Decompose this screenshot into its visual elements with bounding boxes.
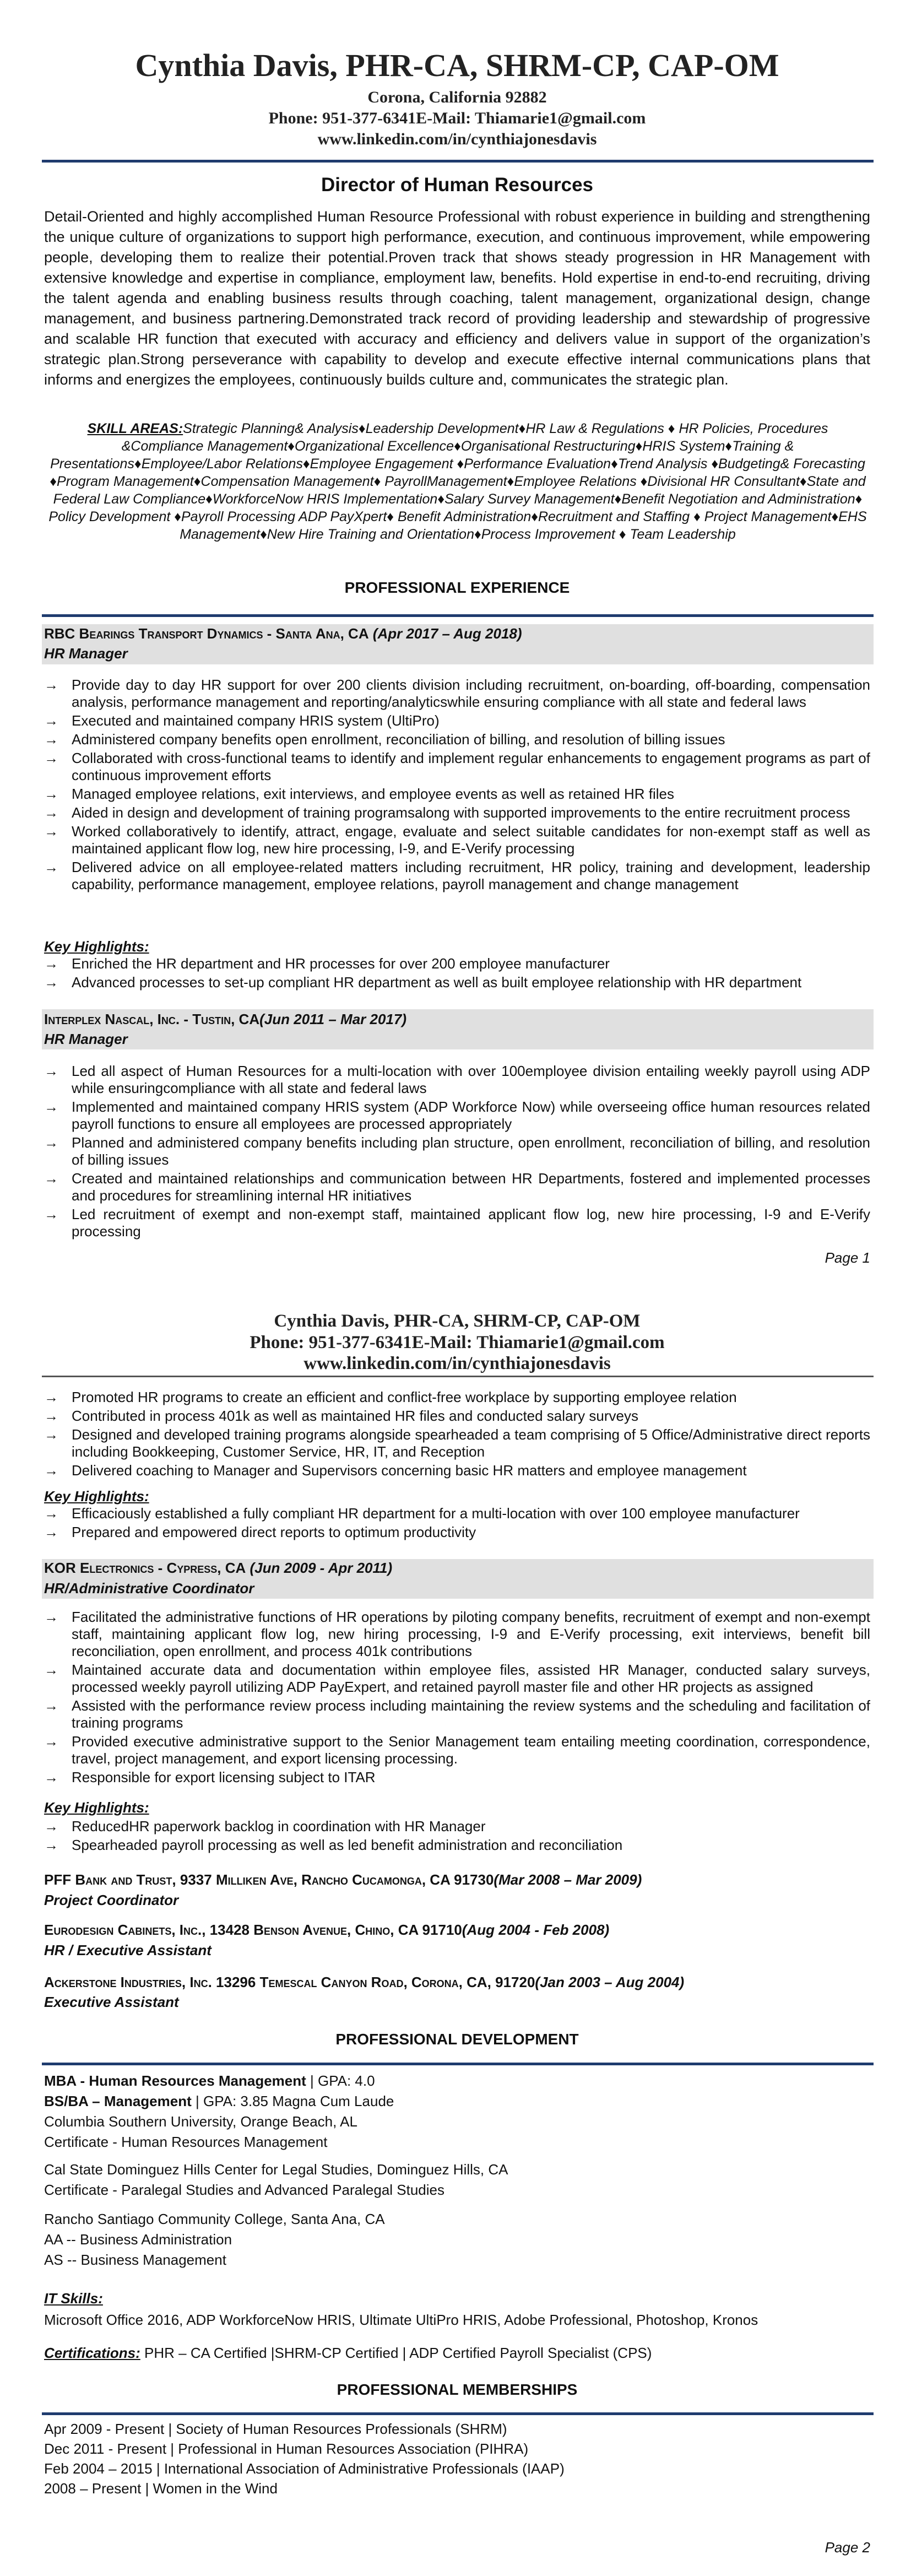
section-heading-memberships: PROFESSIONAL MEMBERSHIPS <box>337 2381 578 2398</box>
arrow-icon: → <box>44 1818 58 1834</box>
list-item: → Aided in design and development of training programsalong with supported improvements to the entire recruitment process <box>44 804 850 821</box>
phone-email: Phone: 951-377-6341E-Mail: Thiamarie1@gmail.com <box>250 1332 665 1352</box>
role: HR / Executive Assistant <box>44 1942 212 1958</box>
membership: Apr 2009 - Present | Society of Human Resources Professionals (SHRM) <box>44 2421 507 2437</box>
list-item: → Facilitated the administrative functions of HR operations by piloting company benefits, recruitment of exempt and non-exempt staff, maintaining applicant flow log, new hiring processing, I-9 and E-Verify processing, exit interviews, benefit bill reconciliation, open enrollment, and process 401k contributions <box>44 1609 870 1659</box>
arrow-icon: → <box>44 1063 58 1079</box>
job-bullets <box>44 1063 870 1242</box>
certificate: Certificate - Paralegal Studies and Advanced Paralegal Studies <box>44 2182 444 2198</box>
list-item: → Prepared and empowered direct reports to optimum productivity <box>44 1524 476 1540</box>
divider <box>42 160 874 163</box>
key-highlights-heading: Key Highlights: <box>44 938 149 955</box>
arrow-icon: → <box>44 974 58 991</box>
arrow-icon: → <box>44 1609 58 1625</box>
job-entry <box>44 1920 870 1961</box>
job-header <box>42 1559 874 1599</box>
it-skills-heading: IT Skills: <box>44 2290 103 2307</box>
company: RBC Bearings Transport Dynamics - Santa Ana, CA <box>44 625 369 642</box>
list-item: → Contributed in process 401k as well as maintained HR files and conducted salary surveys <box>44 1408 638 1424</box>
list-item: → Spearheaded payroll processing as well as led benefit administration and reconciliation <box>44 1837 623 1853</box>
contact-block <box>44 87 870 150</box>
divider <box>42 2063 874 2065</box>
arrow-icon: → <box>44 1733 58 1750</box>
arrow-icon: → <box>44 823 58 840</box>
arrow-icon: → <box>44 1662 58 1678</box>
list-item: → Led all aspect of Human Resources for a multi-location with over 100employee division entailing weekly payroll using ADP while ensuringcompliance with all state and federal laws <box>44 1063 870 1096</box>
list-item: → Planned and administered company benefits including plan structure, open enrollment, reconciliation of billing, and resolution of billing issues <box>44 1134 870 1168</box>
list-item: → Responsible for export licensing subject to ITAR <box>44 1769 376 1785</box>
job-title: Director of Human Resources <box>321 174 594 196</box>
arrow-icon: → <box>44 1837 58 1853</box>
arrow-icon: → <box>44 1098 58 1115</box>
list-item: → Enriched the HR department and HR processes for over 200 employee manufacturer <box>44 955 610 972</box>
dates: (Apr 2017 – Aug 2018) <box>368 625 522 642</box>
key-highlights <box>44 955 870 993</box>
list-item: → Assisted with the performance review process including maintaining the review systems and the scheduling and facilitation of training programs <box>44 1697 870 1731</box>
dates: (Mar 2008 – Mar 2009) <box>494 1871 642 1888</box>
memberships-list <box>44 2419 870 2498</box>
list-item: → Promoted HR programs to create an efficient and conflict-free workplace by supporting employee relation <box>44 1389 737 1405</box>
list-item: → Efficaciously established a fully compliant HR department for a multi-location with over 100 employee manufacturer <box>44 1505 800 1522</box>
job-header <box>42 1009 874 1049</box>
job-bullets <box>44 677 870 895</box>
list-item: → Created and maintained relationships and communication between HR Departments, fostered and implemented processes and procedures for streamlining internal HR initiatives <box>44 1170 870 1204</box>
key-highlights <box>44 1818 870 1855</box>
arrow-icon: → <box>44 1524 58 1540</box>
arrow-icon: → <box>44 1462 58 1479</box>
phone-email: Phone: 951-377-6341E-Mail: Thiamarie1@gmail.com <box>268 109 646 127</box>
list-item: → Delivered coaching to Manager and Supervisors concerning basic HR matters and employee management <box>44 1462 747 1479</box>
arrow-icon: → <box>44 1389 58 1405</box>
degree: AS -- Business Management <box>44 2252 226 2268</box>
candidate-name: Cynthia Davis, PHR-CA, SHRM-CP, CAP-OM <box>274 1311 641 1331</box>
arrow-icon: → <box>44 1170 58 1187</box>
key-highlights-heading: Key Highlights: <box>44 1488 149 1505</box>
list-item: → Collaborated with cross-functional teams to identify and implement regular enhancements to engagement programs as part of continuous improvement efforts <box>44 750 870 783</box>
skill-areas <box>47 420 868 543</box>
membership: Dec 2011 - Present | Professional in Human Resources Association (PIHRA) <box>44 2440 529 2457</box>
candidate-name: Cynthia Davis, PHR-CA, SHRM-CP, CAP-OM <box>135 47 779 83</box>
school: Cal State Dominguez Hills Center for Legal Studies, Dominguez Hills, CA <box>44 2161 508 2178</box>
key-highlights-heading: Key Highlights: <box>44 1799 149 1816</box>
list-item: → Advanced processes to set-up compliant HR department as well as built employee relationship with HR department <box>44 974 802 991</box>
arrow-icon: → <box>44 1206 58 1222</box>
arrow-icon: → <box>44 1505 58 1522</box>
arrow-icon: → <box>44 1408 58 1424</box>
page-number: Page 1 <box>825 1249 870 1266</box>
arrow-icon: → <box>44 955 58 972</box>
dates: (Aug 2004 - Feb 2008) <box>462 1922 610 1938</box>
company: Eurodesign Cabinets, Inc., 13428 Benson Avenue, Chino, CA 91710 <box>44 1922 462 1938</box>
skill-areas-text: Strategic Planning& Analysis♦Leadership Development♦HR Law & Regulations ♦ HR Policies, Procedures &Compliance Management♦Organizational Excellence♦Organisational Restructuring♦HRIS System♦Training & Presentations♦Employee/Labor Relations♦Employee Engagement ♦Performance Evaluation♦Trend Analysis ♦Budgeting& Forecasting ♦Program Management♦Compensation Management♦ PayrollManagement♦Employee Relations ♦Divisional HR Consultant♦State and Federal Law Compliance♦WorkforceNow HRIS Implementation♦Salary Survey Management♦Benefit Negotiation and Administration♦ Policy Development ♦Payroll Processing ADP PayXpert♦ Benefit Administration♦Recruitment and Staffing ♦ Project Management♦EHS Management♦New Hire Training and Orientation♦Process Improvement ♦ Team Leadership <box>48 421 867 542</box>
role: HR Manager <box>44 1031 128 1047</box>
membership: 2008 – Present | Women in the Wind <box>44 2480 278 2497</box>
job-bullets-continued <box>44 1389 870 1481</box>
arrow-icon: → <box>44 677 58 693</box>
company: PFF Bank and Trust, 9337 Milliken Ave, Rancho Cucamonga, CA 91730 <box>44 1871 494 1888</box>
list-item: → Executed and maintained company HRIS system (UltiPro) <box>44 712 440 729</box>
arrow-icon: → <box>44 1134 58 1151</box>
dates: (Jun 2009 - Apr 2011) <box>246 1560 393 1576</box>
arrow-icon: → <box>44 1769 58 1785</box>
dates: (Jun 2011 – Mar 2017) <box>259 1011 407 1027</box>
divider <box>42 1376 874 1377</box>
page-number: Page 2 <box>825 2539 870 2556</box>
role: HR/Administrative Coordinator <box>44 1580 254 1597</box>
page2-header <box>44 1311 870 1374</box>
section-heading-experience: PROFESSIONAL EXPERIENCE <box>344 579 570 596</box>
linkedin-link[interactable]: www.linkedin.com/in/cynthiajonesdavis <box>303 1354 611 1373</box>
education-block <box>44 2209 870 2270</box>
arrow-icon: → <box>44 731 58 748</box>
divider <box>42 2412 874 2415</box>
company: KOR Electronics - Cypress, CA <box>44 1560 246 1576</box>
list-item: → Managed employee relations, exit interviews, and employee events as well as retained HR files <box>44 786 675 802</box>
list-item: → Delivered advice on all employee-related matters including recruitment, HR policy, training and development, leadership capability, performance management, employee relations, payroll management and change management <box>44 859 870 892</box>
location: Corona, California 92882 <box>367 88 547 106</box>
education-block <box>44 2160 870 2200</box>
degree: AA -- Business Administration <box>44 2231 232 2248</box>
role: HR Manager <box>44 645 128 662</box>
section-heading-development: PROFESSIONAL DEVELOPMENT <box>335 2031 579 2048</box>
job-entry <box>44 1972 870 2012</box>
list-item: → Provide day to day HR support for over 200 clients division including recruitment, on-boarding, off-boarding, compensation analysis, performance management and reporting/analyticswhile ensuring compliance with all state and federal laws <box>44 677 870 710</box>
degree-mba: MBA - Human Resources Management | GPA: 4.0 <box>44 2072 375 2089</box>
divider <box>42 614 874 617</box>
school: Columbia Southern University, Orange Beach, AL <box>44 2113 357 2130</box>
skill-areas-label: SKILL AREAS: <box>87 421 183 436</box>
list-item: → ReducedHR paperwork backlog in coordination with HR Manager <box>44 1818 486 1834</box>
list-item: → Administered company benefits open enrollment, reconciliation of billing, and resolution of billing issues <box>44 731 725 748</box>
job-header <box>42 624 874 664</box>
job-bullets <box>44 1609 870 1788</box>
degree-bs: BS/BA – Management | GPA: 3.85 Magna Cum Laude <box>44 2093 394 2109</box>
arrow-icon: → <box>44 750 58 766</box>
arrow-icon: → <box>44 786 58 802</box>
certificate: Certificate - Human Resources Management <box>44 2134 328 2150</box>
certifications-label: Certifications: <box>44 2345 140 2361</box>
arrow-icon: → <box>44 859 58 875</box>
role: Project Coordinator <box>44 1892 179 1908</box>
certifications: Certifications: PHR – CA Certified |SHRM-CP Certified | ADP Certified Payroll Specialist (CPS) <box>44 2345 652 2361</box>
company: Interplex Nascal, Inc. - Tustin, CA <box>44 1011 260 1027</box>
linkedin-link[interactable]: www.linkedin.com/in/cynthiajonesdavis <box>317 130 597 148</box>
education-block <box>44 2071 870 2152</box>
company: Ackerstone Industries, Inc. 13296 Temescal Canyon Road, Corona, CA, 91720 <box>44 1974 535 1990</box>
role: Executive Assistant <box>44 1994 179 2010</box>
list-item: → Implemented and maintained company HRIS system (ADP Workforce Now) while overseeing office human resources related payroll functions to ensure all employees are processed appropriately <box>44 1098 870 1132</box>
arrow-icon: → <box>44 1697 58 1714</box>
key-highlights <box>44 1505 870 1543</box>
it-skills: Microsoft Office 2016, ADP WorkforceNow HRIS, Ultimate UltiPro HRIS, Adobe Professional, Photoshop, Kronos <box>44 2312 758 2328</box>
list-item: → Provided executive administrative support to the Senior Management team entailing meeting coordination, correspondence, travel, project management, and export licensing processing. <box>44 1733 870 1767</box>
school: Rancho Santiago Community College, Santa Ana, CA <box>44 2211 385 2227</box>
arrow-icon: → <box>44 804 58 821</box>
list-item: → Designed and developed training programs alongside spearheaded a team comprising of 5 Office/Administrative direct reports including Bookkeeping, Customer Service, HR, IT, and Reception <box>44 1426 870 1460</box>
dates: (Jan 2003 – Aug 2004) <box>535 1974 685 1990</box>
job-entry <box>44 1870 870 1911</box>
arrow-icon: → <box>44 712 58 729</box>
membership: Feb 2004 – 2015 | International Association of Administrative Professionals (IAAP) <box>44 2460 565 2477</box>
summary: Detail-Oriented and highly accomplished Human Resource Professional with robust experience in building and strengthening the unique culture of organizations to support high performance, execution, and continuous improvement, while empowering people, developing them to realize their potential.Proven track that shows steady progression in HR Management with extensive knowledge and expertise in compliance, employment law, benefits. Hold expertise in end-to-end recruiting, driving the talent agenda and enabling business results through coaching, talent management, organizational design, change management, and business partnering.Demonstrated track record of providing leadership and stewardship of progressive and scalable HR function that executed with accuracy and efficiency and delivers value in support of the organization’s strategic plan.Strong perseverance with capability to develop and execute effective internal communications plans that informs and energizes the employees, continuously builds culture and, communicates the strategic plan. <box>44 208 870 388</box>
list-item: → Worked collaboratively to identify, attract, engage, evaluate and select suitable candidates for non-exempt staff as well as maintained applicant flow log, new hire processing, I-9, and E-Verify processing <box>44 823 870 857</box>
arrow-icon: → <box>44 1426 58 1443</box>
list-item: → Maintained accurate data and documentation within employee files, assisted HR Manager, conducted salary surveys, processed weekly payroll utilizing ADP PayExpert, and retained payroll master file and other HR projects as assigned <box>44 1662 870 1695</box>
list-item: → Led recruitment of exempt and non-exempt staff, maintained applicant flow log, new hire processing, I-9 and E-Verify processing <box>44 1206 870 1240</box>
